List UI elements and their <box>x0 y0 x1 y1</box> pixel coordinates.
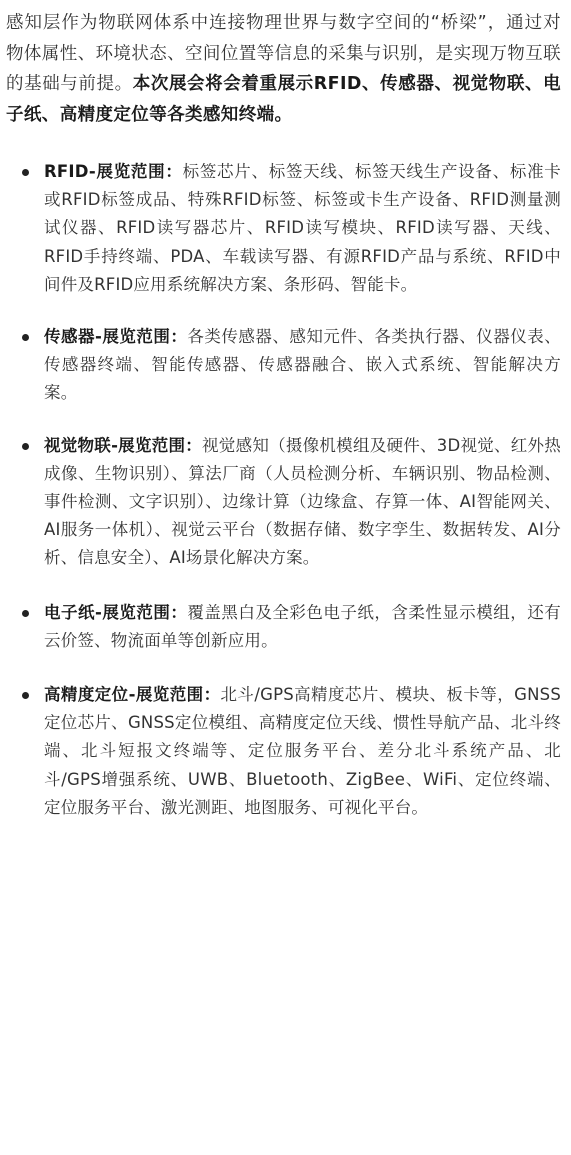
item-label: 视觉物联-展览范围： <box>44 435 203 455</box>
item-label: 高精度定位-展览范围： <box>44 685 221 705</box>
intro-highlight: 本次展会将会着重展示RFID、传感器、视觉物联、电子纸、高精度定位等各类感知终端。 <box>6 74 561 125</box>
bullet-icon <box>22 169 29 176</box>
item-text: 覆盖黑白及全彩色电子纸，含柔性显示模组，还有云价签、物流面单等创新应用。 <box>44 602 561 650</box>
exhibit-scope-list <box>6 158 561 822</box>
bullet-icon <box>22 692 29 699</box>
list-item-sensor <box>6 323 561 408</box>
item-label: RFID-展览范围： <box>44 162 183 181</box>
item-text: 北斗/GPS高精度芯片、模块、板卡等，GNSS定位芯片、GNSS定位模组、高精度定位天线、惯性导航产品、北斗终端、北斗短报文终端等、定位服务平台、差分北斗系统产品、北斗/GPS增强系统、UWB、Bluetooth、ZigBee、WiFi、定位终端、定位服务平台、激光测距、地图服务、可视化平台。 <box>44 685 561 817</box>
list-item-positioning <box>6 681 561 822</box>
item-text: 各类传感器、感知元件、各类执行器、仪器仪表、传感器终端、智能传感器、传感器融合、嵌入式系统、智能解决方案。 <box>44 327 561 403</box>
item-label: 传感器-展览范围： <box>44 327 188 347</box>
list-item-vision-iot <box>6 432 561 573</box>
bullet-icon <box>22 334 29 341</box>
intro-text: 感知层作为物联网体系中连接物理世界与数字空间的“桥梁”，通过对物体属性、环境状态、空间位置等信息的采集与识别，是实现万物互联的基础与前提。 <box>6 13 561 94</box>
list-item-rfid <box>6 158 561 299</box>
intro-paragraph <box>6 8 561 130</box>
list-item-epaper <box>6 599 561 655</box>
item-label: 电子纸-展览范围： <box>44 602 188 622</box>
bullet-icon <box>22 443 29 450</box>
bullet-icon <box>22 610 29 617</box>
item-text: 视觉感知（摄像机模组及硬件、3D视觉、红外热成像、生物识别）、算法厂商（人员检测分析、车辆识别、物品检测、事件检测、文字识别）、边缘计算（边缘盒、存算一体、AI智能网关、AI服务一体机）、视觉云平台（数据存储、数字孪生、数据转发、AI分析、信息安全）、AI场景化解决方案。 <box>44 435 561 568</box>
item-text: 标签芯片、标签天线、标签天线生产设备、标准卡或RFID标签成品、特殊RFID标签、标签或卡生产设备、RFID测量测试仪器、RFID读写器芯片、RFID读写模块、RFID读写器、天线、RFID手持终端、PDA、车载读写器、有源RFID产品与系统、RFID中间件及RFID应用系统解决方案、条形码、智能卡。 <box>44 162 561 294</box>
